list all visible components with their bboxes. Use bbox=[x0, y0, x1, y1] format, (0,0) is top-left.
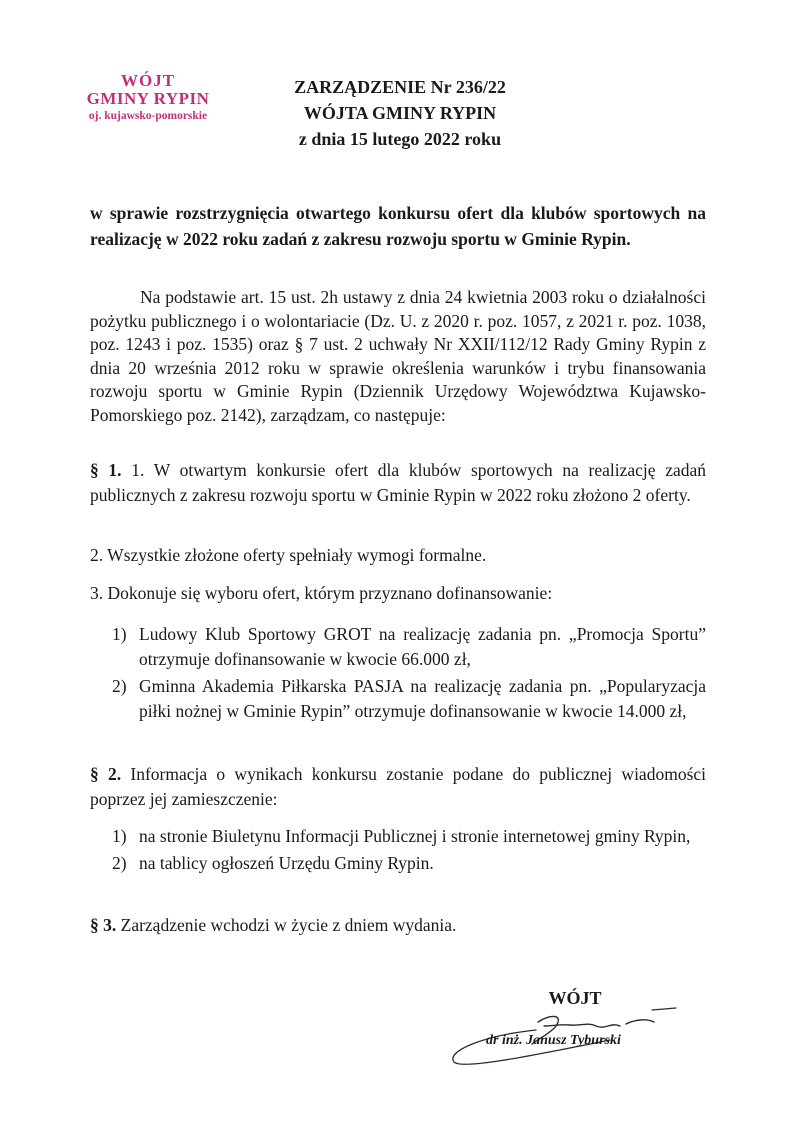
stamp-line-1: WÓJT bbox=[120, 71, 176, 90]
section-1-point-1 bbox=[90, 458, 706, 508]
awarded-offers-list bbox=[112, 622, 706, 726]
stamp-line-3: oj. kujawsko-pomorskie bbox=[88, 110, 208, 122]
publication-places-list bbox=[112, 824, 706, 878]
section-2-mark: § 2. bbox=[90, 764, 122, 784]
list-item-number: 1) bbox=[112, 826, 127, 846]
document-header bbox=[250, 74, 550, 152]
section-1-point-3: 3. Dokonuje się wyboru ofert, którym przyznano dofinansowanie: bbox=[90, 583, 553, 603]
section-1-mark: § 1. bbox=[90, 460, 122, 480]
list-item-text: Gminna Akademia Piłkarska PASJA na realizację zadania pn. „Popularyzacja piłki nożnej w Gminie Rypin” otrzymuje dofinansowanie w kwocie 14.000 zł, bbox=[139, 676, 706, 721]
list-item bbox=[112, 851, 706, 876]
legal-basis-paragraph: Na podstawie art. 15 ust. 2h ustawy z dnia 24 kwietnia 2003 roku o działalności pożytku publicznego i o wolontariacie (Dz. U. z 2020 r. poz. 1057, z 2021 r. poz. 1038, poz. 1243 i poz. 1535) oraz § 7 ust. 2 uchwały Nr XXII/112/12 Rady Gminy Rypin z dnia 20 września 2012 roku w sprawie określenia warunków i trybu finansowania rozwoju sportu w Gminie Rypin (Dziennik Urzędowy Województwa Kujawsko-Pomorskiego poz. 2142), zarządzam, co następuje: bbox=[90, 287, 706, 425]
section-1-point-2: 2. Wszystkie złożone oferty spełniały wymogi formalne. bbox=[90, 545, 487, 565]
list-item-number: 2) bbox=[112, 676, 127, 696]
list-item bbox=[112, 674, 706, 724]
section-3-paragraph bbox=[90, 914, 706, 937]
section-2-text: Informacja o wynikach konkursu zostanie podane do publicznej wiadomości poprzez jej zamieszczenie: bbox=[90, 764, 707, 809]
signature-title: WÓJT bbox=[548, 988, 602, 1008]
document-date: z dnia 15 lutego 2022 roku bbox=[298, 129, 502, 149]
list-item-text: Ludowy Klub Sportowy GROT na realizację zadania pn. „Promocja Sportu” otrzymuje dofinansowanie w kwocie 66.000 zł, bbox=[139, 624, 706, 669]
list-item-text: na stronie Biuletynu Informacji Publicznej i stronie internetowej gminy Rypin, bbox=[139, 826, 691, 846]
section-3-mark: § 3. bbox=[90, 915, 117, 935]
document-title: ZARZĄDZENIE Nr 236/22 bbox=[294, 77, 506, 97]
section-2-paragraph bbox=[90, 762, 706, 812]
list-item bbox=[112, 824, 706, 849]
section-3-text: Zarządzenie wchodzi w życie z dniem wydania. bbox=[120, 915, 457, 935]
official-stamp bbox=[68, 72, 228, 124]
signatory-name: dr inż. Janusz Tyburski bbox=[486, 1033, 621, 1048]
section-1-point-1-text: 1. W otwartym konkursie ofert dla klubów sportowych na realizację zadań publicznych z zakresu rozwoju sportu w Gminie Rypin w 2022 roku złożono 2 oferty. bbox=[90, 460, 707, 505]
list-item-number: 2) bbox=[112, 853, 127, 873]
list-item-text: na tablicy ogłoszeń Urzędu Gminy Rypin. bbox=[139, 853, 434, 873]
document-issuer: WÓJTA GMINY RYPIN bbox=[303, 103, 497, 123]
stamp-line-2: GMINY RYPIN bbox=[86, 89, 210, 108]
list-item-number: 1) bbox=[112, 624, 127, 644]
document-subject: w sprawie rozstrzygnięcia otwartego konkursu ofert dla klubów sportowych na realizację w 2022 roku zadań z zakresu rozwoju sportu w Gminie Rypin. bbox=[90, 203, 706, 249]
list-item bbox=[112, 622, 706, 672]
